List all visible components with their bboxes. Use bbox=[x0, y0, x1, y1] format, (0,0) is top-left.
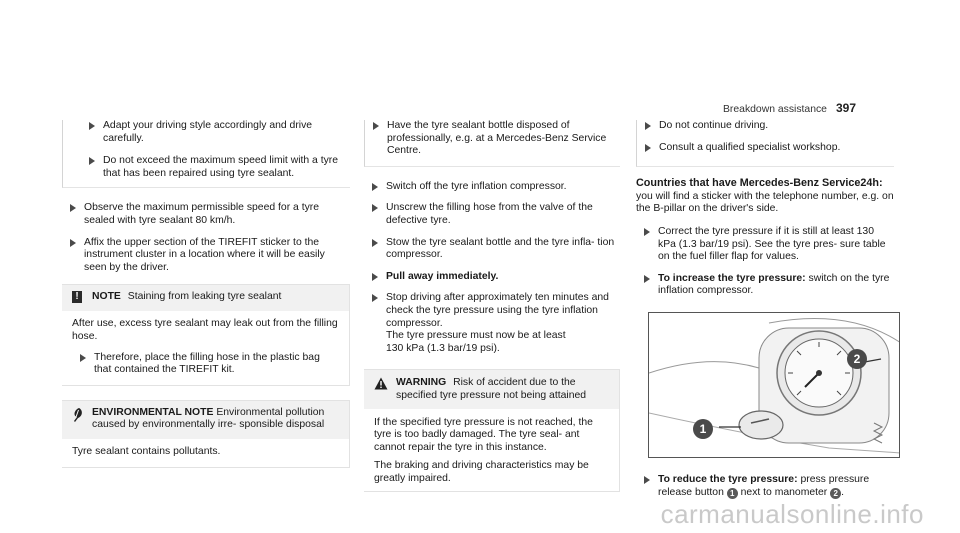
column-left bbox=[62, 120, 350, 468]
note-text: After use, excess tyre sealant may leak out from the filling hose. bbox=[72, 318, 338, 342]
warning-header bbox=[364, 370, 619, 408]
instruction-item: Correct the tyre pressure if it is still at least 130 kPa (1.3 bar/19 psi). See the tyre pres- sure table on the fuel filler flap for values. bbox=[636, 226, 894, 264]
increase-label: To increase the tyre pressure: bbox=[658, 272, 806, 284]
instruction-item: Do not continue driving. bbox=[637, 120, 894, 133]
instruction-group-reduce bbox=[636, 474, 894, 499]
stop-extra-line2: 130 kPa (1.3 bar/19 psi). bbox=[386, 342, 500, 354]
instruction-group-pressure bbox=[636, 226, 894, 298]
countries-text: you will find a sticker with the telephone number, e.g. on the B-pillar on the driver's side. bbox=[636, 190, 894, 215]
warning-label: WARNING bbox=[396, 377, 447, 389]
instruction-item: Unscrew the filling hose from the valve of the defective tyre. bbox=[364, 202, 620, 227]
note-box bbox=[62, 284, 350, 385]
compressor-figure bbox=[648, 312, 900, 458]
environment-note-box bbox=[62, 400, 350, 468]
instruction-item: Adapt your driving style accordingly and drive carefully. bbox=[81, 120, 350, 145]
instruction-item: Observe the maximum permissible speed for a tyre sealed with tyre sealant 80 km/h. bbox=[62, 202, 350, 227]
figure-callout-1: 1 bbox=[693, 419, 713, 439]
instruction-item-bold bbox=[364, 271, 620, 284]
countries-heading: Countries that have Mercedes-Benz Service24h: bbox=[636, 177, 883, 190]
warning-body bbox=[364, 409, 619, 492]
note-instruction: Therefore, place the filling hose in the plastic bag that contained the TIREFIT kit. bbox=[72, 352, 339, 377]
instruction-group-top bbox=[62, 120, 350, 188]
compressor-illustration bbox=[649, 313, 900, 458]
watermark: carmanualsonline.info bbox=[660, 499, 924, 530]
callout-1: 1 bbox=[727, 488, 738, 499]
instruction-item: Switch off the tyre inflation compressor. bbox=[364, 181, 620, 194]
instruction-group-mid bbox=[62, 202, 350, 274]
note-header bbox=[62, 285, 349, 311]
reduce-end: . bbox=[841, 486, 845, 498]
column-right bbox=[636, 120, 894, 508]
instruction-item bbox=[636, 273, 894, 298]
environment-note-label: ENVIRONMENTAL NOTE bbox=[92, 406, 214, 418]
reduce-label: To reduce the tyre pressure: bbox=[658, 473, 798, 485]
instruction-group-top bbox=[636, 120, 894, 167]
note-title: Staining from leaking tyre sealant bbox=[127, 291, 282, 303]
environment-note-body bbox=[62, 439, 349, 467]
page-header bbox=[723, 102, 856, 117]
environment-note-title: Environmental pollution caused by environmentally irre- sponsible disposal bbox=[92, 406, 325, 431]
note-body bbox=[62, 311, 349, 384]
instruction-item: Stow the tyre sealant bottle and the tyre infla- tion compressor. bbox=[364, 237, 620, 262]
instruction-group-steps bbox=[364, 181, 620, 356]
section-title: Breakdown assistance bbox=[723, 104, 827, 115]
warning-icon bbox=[374, 377, 388, 390]
instruction-item: Affix the upper section of the TIREFIT sticker to the instrument cluster in a location where it will be easily seen by the driver. bbox=[62, 237, 350, 275]
note-label: NOTE bbox=[92, 291, 121, 303]
stop-instruction: Stop driving after approximately ten minutes and check the tyre pressure using the tyre inflation compressor. bbox=[386, 292, 609, 329]
instruction-group-top bbox=[364, 120, 620, 167]
increase-text: switch on the tyre inflation compressor. bbox=[658, 272, 890, 297]
stop-extra-line1: The tyre pressure must now be at least bbox=[386, 330, 566, 342]
column-middle bbox=[364, 120, 620, 492]
instruction-item bbox=[636, 474, 894, 499]
warning-box bbox=[364, 369, 620, 492]
environment-note-header bbox=[62, 401, 349, 439]
reduce-text-b: next to manometer bbox=[740, 486, 828, 498]
callout-2: 2 bbox=[830, 488, 841, 499]
exclamation-icon: ! bbox=[72, 291, 82, 303]
instruction-item: Have the tyre sealant bottle disposed of professionally, e.g. at a Mercedes-Benz Service Centre. bbox=[365, 120, 620, 158]
page-number: 397 bbox=[835, 101, 856, 115]
instruction-item: Consult a qualified specialist workshop. bbox=[637, 142, 894, 155]
bold-instruction: Pull away immediately. bbox=[386, 270, 499, 282]
instruction-item bbox=[364, 292, 620, 355]
warning-paragraph: If the specified tyre pressure is not reached, the tyre is too badly damaged. The tyre seal- ant cannot repair the tyre in this instance. bbox=[374, 416, 593, 453]
instruction-item: Do not exceed the maximum speed limit with a tyre that has been repaired using tyre sealant. bbox=[81, 155, 350, 180]
environment-note-text: Tyre sealant contains pollutants. bbox=[72, 445, 221, 457]
warning-paragraph: The braking and driving characteristics may be greatly impaired. bbox=[374, 460, 589, 484]
warning-title: Risk of accident due to the specified tyre pressure not being attained bbox=[396, 377, 587, 401]
countries-paragraph bbox=[636, 177, 894, 216]
leaf-icon bbox=[70, 407, 84, 423]
figure-callout-2: 2 bbox=[847, 349, 867, 369]
reduce-text-a: press pressure release button bbox=[658, 473, 870, 498]
